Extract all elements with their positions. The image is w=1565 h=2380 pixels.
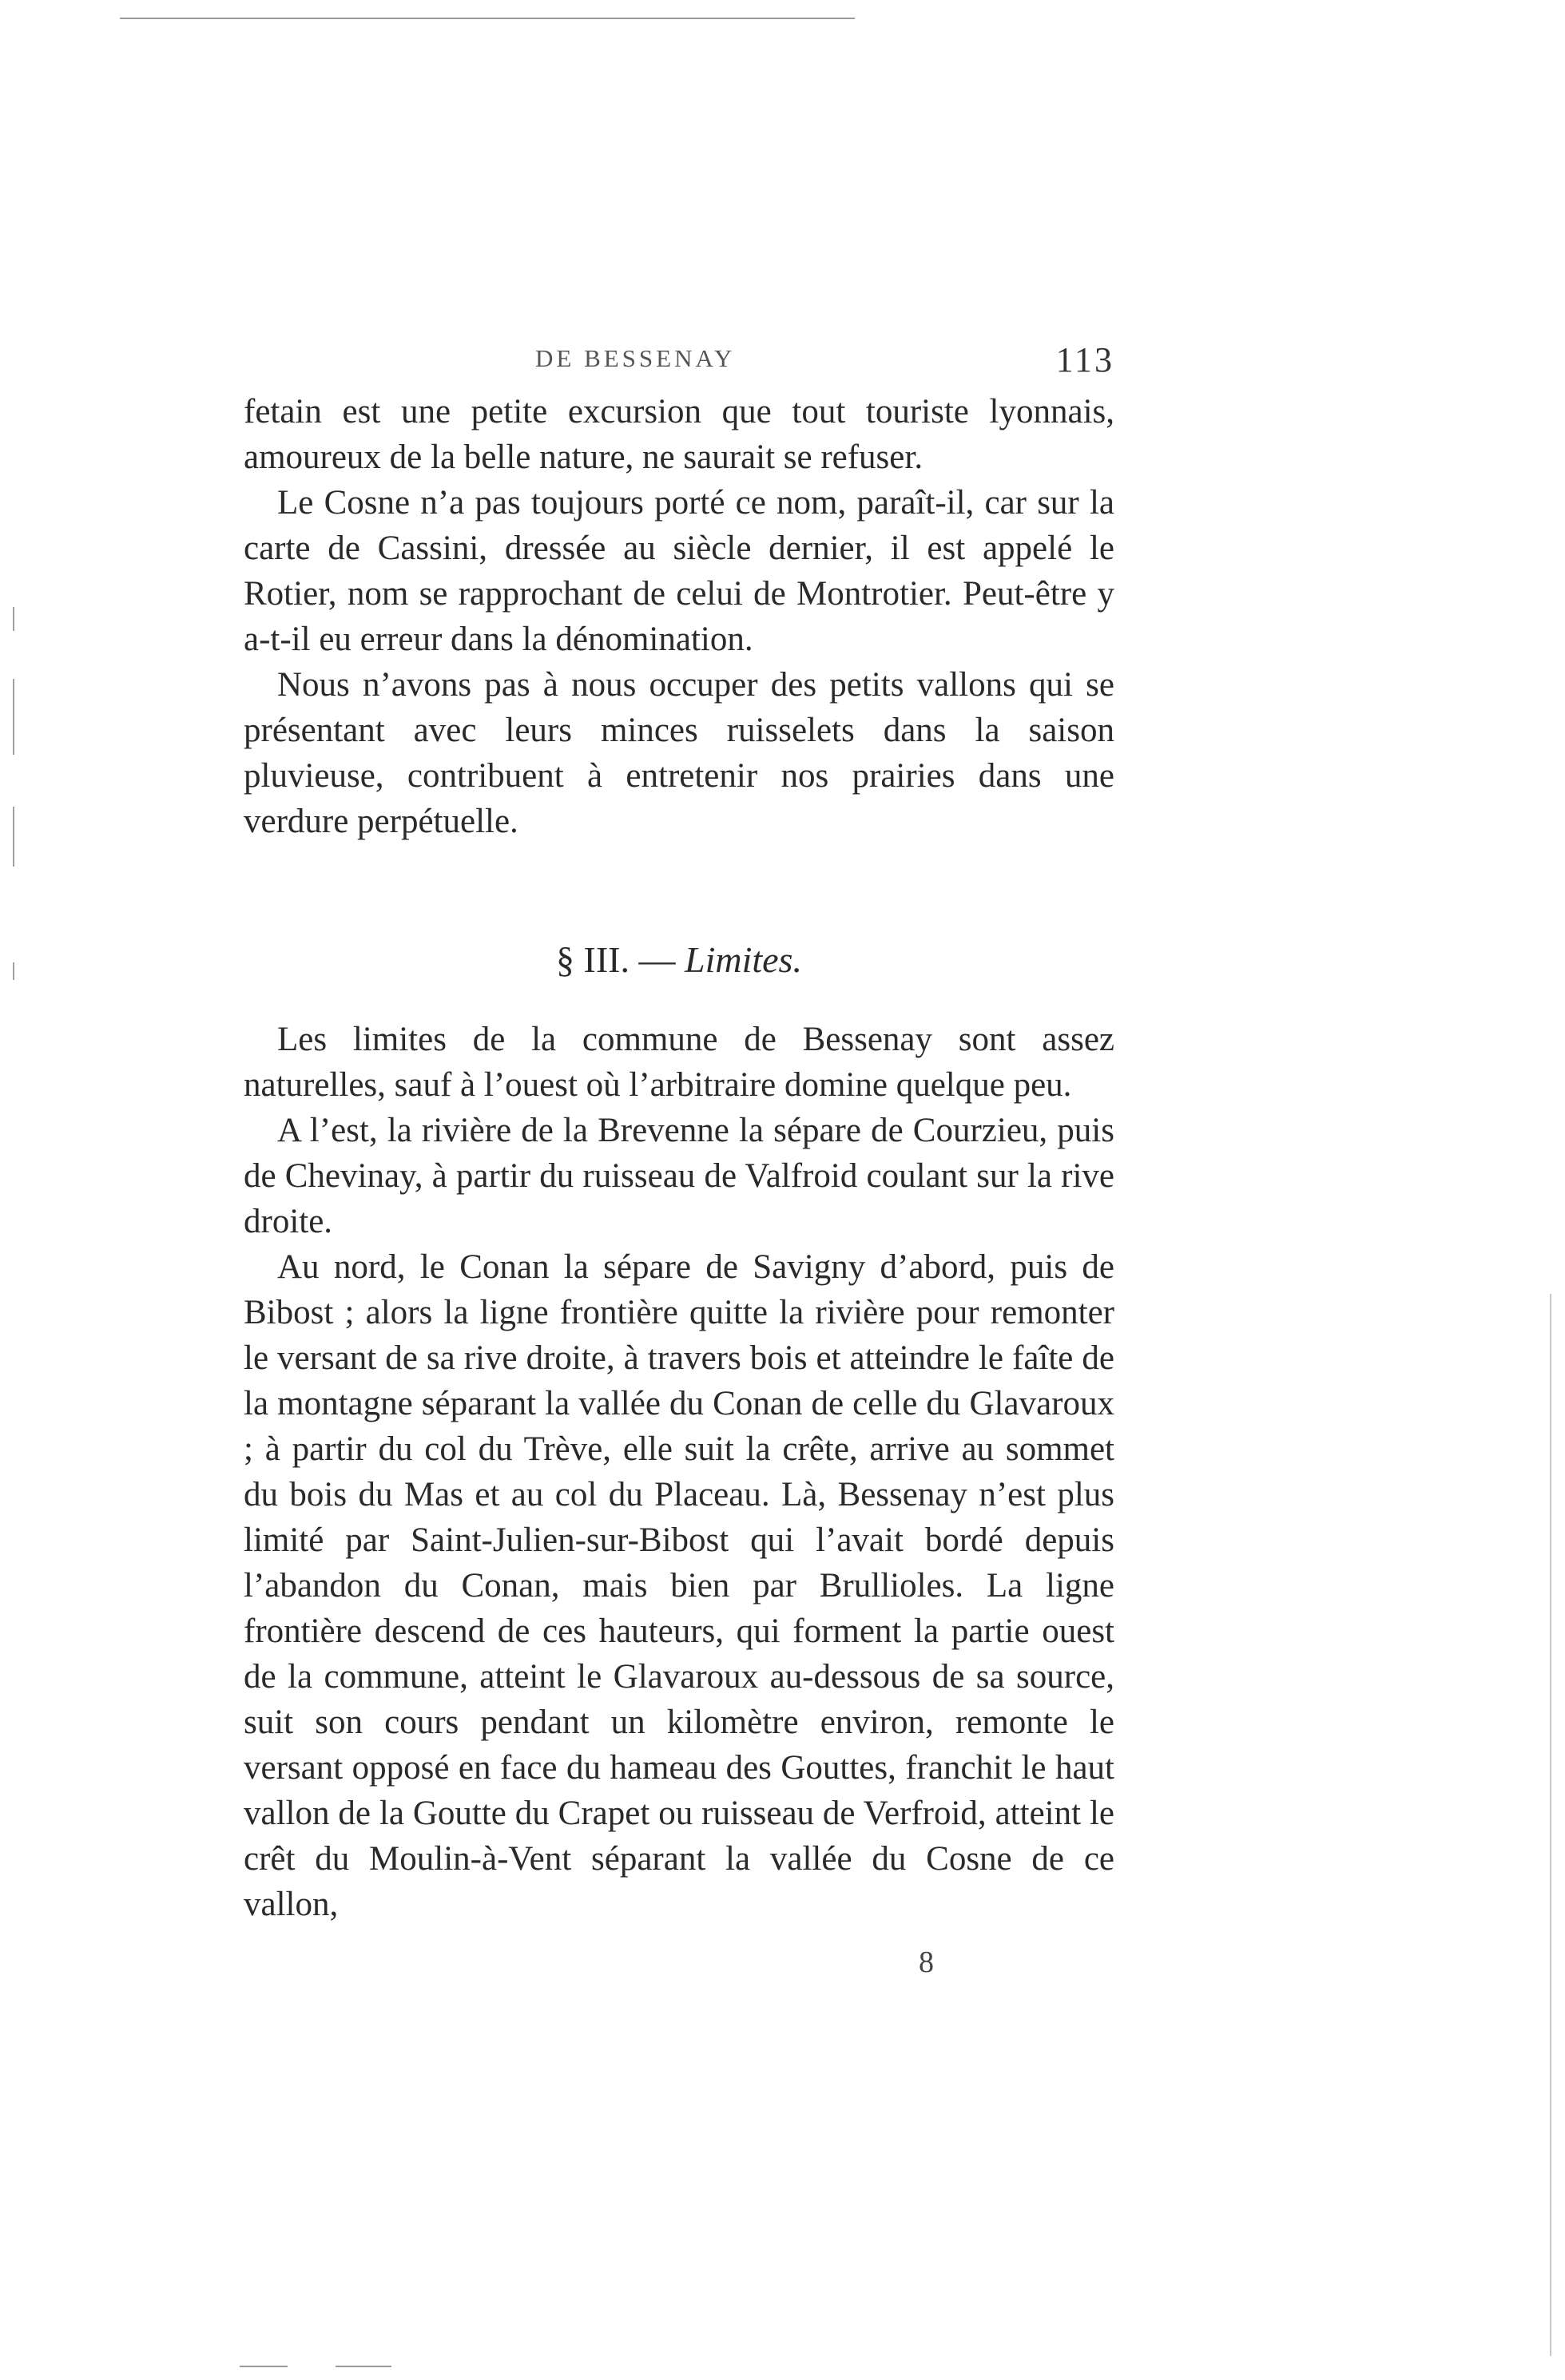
- scan-artifact-bottom-1: [240, 2366, 288, 2367]
- scan-artifact-left-4: [13, 962, 14, 980]
- section-title: Limites.: [685, 939, 802, 980]
- scan-artifact-left-3: [13, 807, 14, 867]
- scan-artifact-top: [120, 18, 855, 19]
- paragraph: fetain est une petite excursion que tout touriste lyonnais, amoureux de la belle nature, ne saurait se refuser.: [244, 393, 1114, 476]
- paragraph: Les limites de la commune de Bessenay sont assez naturelles, sauf à l’ouest où l’arbitraire domine quelque peu.: [244, 1021, 1114, 1104]
- scan-artifact-bottom-2: [336, 2366, 391, 2367]
- page-number: 113: [1055, 340, 1114, 379]
- body-text-limits: [244, 1017, 1114, 1927]
- body-text-top: [244, 389, 1114, 844]
- paragraph: Au nord, le Conan la sépare de Savigny d’abord, puis de Bibost ; alors la ligne frontière quitte la rivière pour remonter le versant de sa rive droite, à travers bois et atteindre le faîte de la montagne séparant la vallée du Conan de celle du Glavaroux ; à partir du col du Trève, elle suit la crête, arrive au sommet du bois du Mas et au col du Placeau. Là, Bessenay n’est plus limité par Saint-Julien-sur-Bibost qui l’avait bordé depuis l’abandon du Conan, mais bien par Brullioles. La ligne frontière descend de ces hauteurs, qui forment la partie ouest de la commune, atteint le Glavaroux au-dessous de sa source, suit son cours pendant un kilomètre environ, remonte le versant opposé en face du hameau des Gouttes, franchit le haut vallon de la Goutte du Crapet ou ruisseau de Verfroid, atteint le crêt du Moulin-à-Vent séparant la vallée du Cosne de ce vallon,: [244, 1248, 1114, 1923]
- section-heading: [244, 936, 1114, 984]
- running-head: [244, 339, 1114, 387]
- scan-artifact-right: [1550, 1294, 1551, 2356]
- section-number: § III.: [556, 939, 630, 980]
- scan-artifact-left-1: [13, 607, 14, 631]
- paragraph: Nous n’avons pas à nous occuper des petits vallons qui se présentant avec leurs minces ruisselets dans la saison pluvieuse, contribuent à entretenir nos prairies dans une verdure perpétuelle.: [244, 666, 1114, 840]
- paragraph: Le Cosne n’a pas toujours porté ce nom, paraît-il, car sur la carte de Cassini, dressée au siècle dernier, il est appelé le Rotier, nom se rapprochant de celui de Montrotier. Peut-être y a-t-il eu erreur dans la dénomination.: [244, 484, 1114, 658]
- paragraph: A l’est, la rivière de la Brevenne la sépare de Courzieu, puis de Chevinay, à partir du ruisseau de Valfroid coulant sur la rive droite.: [244, 1112, 1114, 1240]
- signature-mark: 8: [919, 1946, 934, 1979]
- running-title: DE BESSENAY: [535, 344, 736, 372]
- scan-artifact-left-2: [13, 679, 14, 755]
- section-dash: —: [638, 939, 676, 980]
